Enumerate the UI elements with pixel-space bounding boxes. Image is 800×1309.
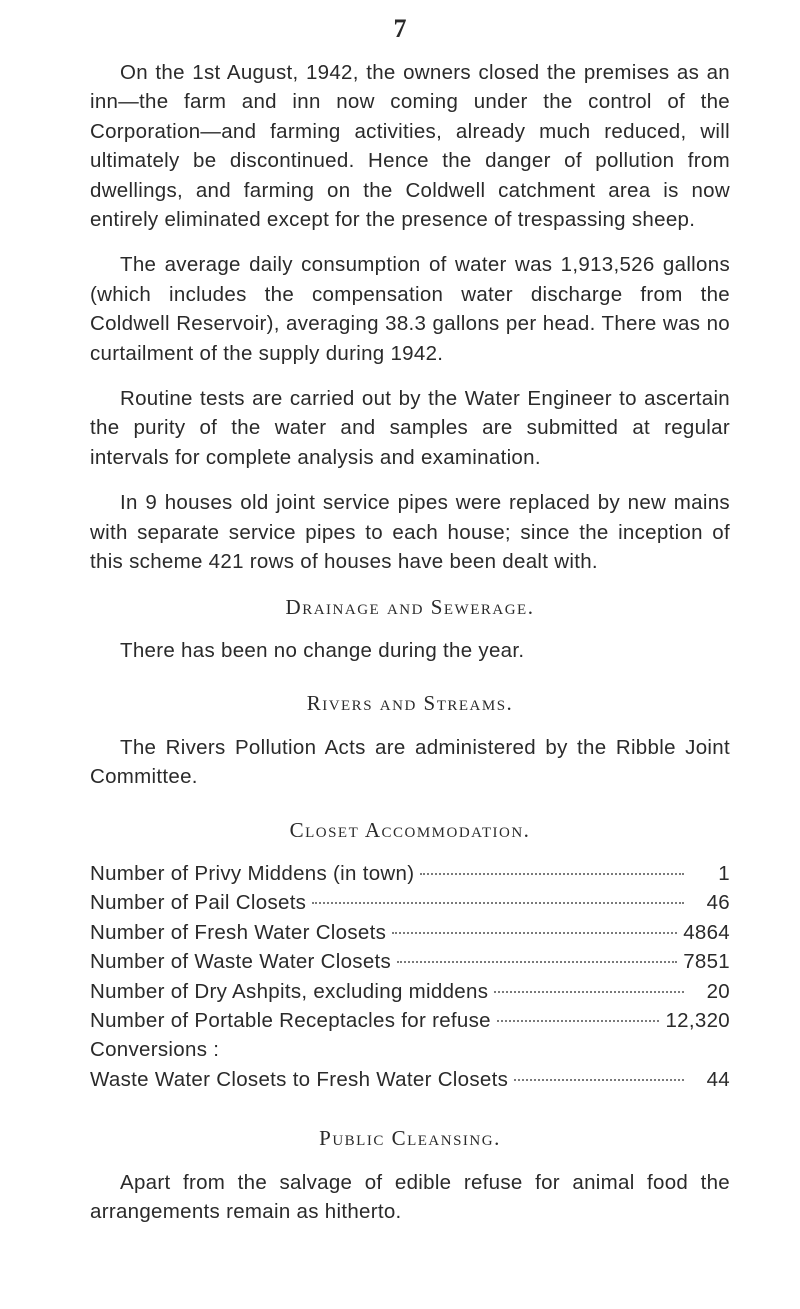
row-value: 46	[706, 891, 730, 915]
list-item	[90, 918, 730, 947]
row-label: Number of Privy Middens (in town)	[90, 861, 415, 885]
paragraph-routine-tests: Routine tests are carried out by the Water Engineer to ascertain the purity of the water and samples are submitted at regular intervals for complete analysis and examination.	[90, 387, 730, 469]
row-label: Number of Fresh Water Closets	[90, 920, 387, 944]
page-number: 7	[393, 14, 407, 43]
dot-leader	[420, 873, 684, 875]
row-value: 44	[706, 1067, 730, 1091]
body-text	[90, 58, 730, 1242]
paragraph-rivers: The Rivers Pollution Acts are administered by the Ribble Joint Committee.	[90, 735, 730, 789]
list-item	[90, 1006, 730, 1035]
paragraph-drainage: There has been no change during the year.	[120, 638, 525, 662]
list-item	[90, 977, 730, 1006]
paragraph-service-pipes: In 9 houses old joint service pipes were replaced by new mains with separate service pipes to each house; since the inception of this scheme 421 rows of houses have been dealt with.	[90, 491, 730, 574]
dot-leader	[392, 932, 677, 934]
conversions-label: Conversions :	[90, 1038, 220, 1062]
dot-leader	[312, 902, 684, 904]
row-label: Number of Pail Closets	[90, 891, 307, 915]
heading-cleansing: Public Cleansing.	[319, 1126, 501, 1151]
row-label: Waste Water Closets to Fresh Water Closets	[90, 1067, 509, 1091]
row-value: 4864	[683, 920, 730, 944]
dot-leader	[494, 991, 684, 993]
list-item	[90, 859, 730, 888]
row-label: Number of Waste Water Closets	[90, 950, 392, 974]
row-value: 7851	[683, 950, 730, 974]
dot-leader	[397, 961, 677, 963]
list-item	[90, 888, 730, 917]
list-item	[90, 947, 730, 976]
row-value: 1	[718, 861, 730, 885]
paragraph-cleansing: Apart from the salvage of edible refuse for animal food the arrangements remain as hitherto.	[90, 1170, 730, 1223]
closet-list	[90, 859, 730, 1094]
paragraph-inn-closure: On the 1st August, 1942, the owners closed the premises as an inn—the farm and inn now coming under the control of the Corporation—and farming activities, already much reduced, will ultimately be discontinued. Hence the danger of pollution from dwellings, and farming on the Coldwell catchment area is now entirely eliminated except for the presence of trespassing sheep.	[90, 61, 730, 232]
list-item	[90, 1065, 730, 1094]
dot-leader	[514, 1079, 684, 1081]
dot-leader	[497, 1020, 660, 1022]
heading-rivers: Rivers and Streams.	[306, 691, 514, 716]
row-label: Number of Dry Ashpits, excluding middens	[90, 979, 489, 1003]
paragraph-water-consumption: The average daily consumption of water was 1,913,526 gallons (which includes the compensation water discharge from the Coldwell Reservoir), averaging 38.3 gallons per head. There was no curtailment of the supply during 1942.	[90, 253, 730, 365]
heading-drainage: Drainage and Sewerage.	[285, 594, 535, 619]
heading-closet: Closet Accommodation.	[289, 817, 531, 842]
row-value: 20	[706, 979, 730, 1003]
row-value: 12,320	[665, 1008, 730, 1032]
row-label: Number of Portable Receptacles for refuse	[90, 1008, 491, 1032]
